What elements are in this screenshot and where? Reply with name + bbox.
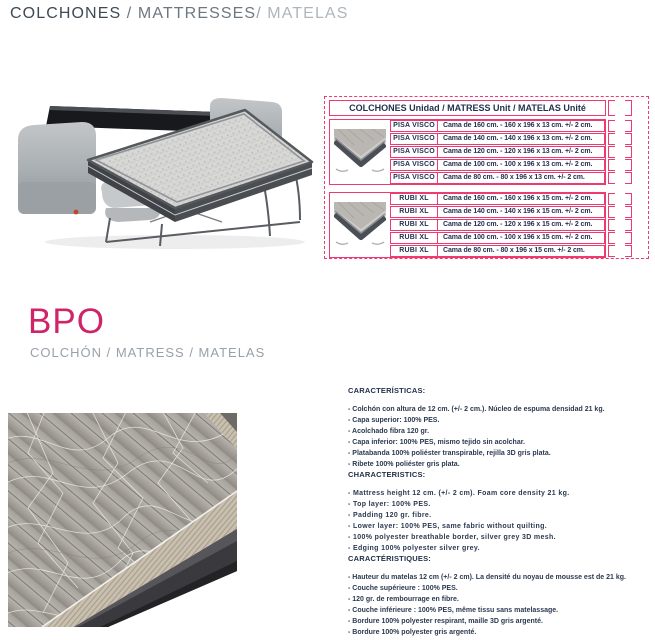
feature-item: - 100% polyester breathable border, silver grey 3D mesh.: [348, 534, 556, 541]
table-row: [390, 232, 605, 244]
mattress-corner-photo: [334, 202, 386, 248]
table-groups: [329, 119, 606, 265]
size-spec-cell: Cama de 140 cm. - 140 x 196 x 15 cm. +/- 2 cm.: [443, 208, 593, 215]
feature-block: [348, 470, 650, 554]
feature-item: - Mattress height 12 cm. (+/- 2 cm). Foam core density 21 kg.: [348, 490, 570, 497]
table-group: [329, 119, 606, 185]
feature-item: - Bordure 100% polyester gris argenté.: [348, 629, 477, 636]
table-row: [390, 245, 605, 257]
sofa-bed-illustration: [10, 72, 328, 252]
product-name: BPO: [28, 302, 105, 341]
table-row: [390, 146, 605, 158]
side-cell: [608, 219, 632, 231]
model-name-cell: PISA VISCO: [391, 134, 438, 144]
mattress-corner-photo: [334, 129, 386, 175]
feature-item: - Bordure 100% polyester respirant, maille 3D gris argenté.: [348, 618, 543, 625]
model-name-cell: PISA VISCO: [391, 160, 438, 170]
table-row: [390, 172, 605, 184]
feature-item: - Capa superior: 100% PES.: [348, 417, 440, 424]
side-cell: [608, 245, 632, 257]
feature-list: [348, 488, 650, 554]
feature-block: [348, 386, 650, 470]
table-row: [390, 133, 605, 145]
size-spec-cell: Cama de 80 cm. - 80 x 196 x 15 cm. +/- 2 cm.: [443, 247, 585, 254]
mattress-closeup-image: [8, 413, 237, 627]
feature-title: CARACTERÍSTICAS:: [348, 386, 426, 395]
sofa-bed-image: [10, 72, 328, 252]
side-cell: [608, 172, 632, 184]
feature-item: - Acolchado fibra 120 gr.: [348, 428, 430, 435]
feature-item: - 120 gr. de rembourrage en fibre.: [348, 596, 459, 603]
model-name-cell: RUBI XL: [391, 207, 438, 217]
feature-item: - Colchón con altura de 12 cm. (+/- 2 cm.). Núcleo de espuma densidad 21 kg.: [348, 406, 605, 413]
feature-list: [348, 572, 650, 638]
model-name-cell: RUBI XL: [391, 233, 438, 243]
features-section: [348, 386, 650, 638]
side-group: [608, 192, 632, 258]
model-name-cell: PISA VISCO: [391, 121, 438, 131]
feature-title: CHARACTERISTICS:: [348, 470, 426, 479]
side-cell: [608, 120, 632, 132]
feature-item: - Top layer: 100% PES.: [348, 501, 431, 508]
table-row: [390, 120, 605, 132]
table-row: [390, 206, 605, 218]
feature-list: [348, 404, 650, 470]
feature-item: - Platabanda 100% poliéster transpirable, rejilla 3D gris plata.: [348, 450, 551, 457]
title-separator: /: [256, 5, 268, 22]
side-cell: [608, 159, 632, 171]
side-cell: [608, 232, 632, 244]
model-name-cell: RUBI XL: [391, 246, 438, 256]
table-row: [390, 219, 605, 231]
side-cell: [608, 193, 632, 205]
feature-item: - Padding 120 gr. fibre.: [348, 512, 432, 519]
page-title-en: MATTRESSES: [137, 5, 257, 22]
model-name-cell: RUBI XL: [391, 220, 438, 230]
mattress-thumbnail: [330, 120, 390, 184]
table-group: [329, 192, 606, 258]
size-spec-cell: Cama de 160 cm. - 160 x 196 x 13 cm. +/- 2 cm.: [443, 122, 593, 129]
feature-item: - Couche supérieure : 100% PES.: [348, 585, 458, 592]
page-title-fr: MATELAS: [267, 5, 349, 22]
table-side-column: [608, 100, 632, 265]
mattress-thumbnail: [330, 193, 390, 257]
feature-item: - Hauteur du matelas 12 cm (+/- 2 cm). La densité du noyau de mousse est de 21 kg.: [348, 574, 626, 581]
table-group-rows: [390, 120, 605, 184]
model-name-cell: PISA VISCO: [391, 173, 438, 183]
product-subtitle: COLCHÓN / MATRESS / MATELAS: [30, 345, 266, 360]
feature-item: - Capa inferior: 100% PES, mismo tejido sin acolchar.: [348, 439, 525, 446]
feature-block: [348, 554, 650, 638]
size-spec-cell: Cama de 120 cm. - 120 x 196 x 15 cm. +/- 2 cm.: [443, 221, 593, 228]
side-cell: [608, 133, 632, 145]
title-separator: /: [121, 5, 138, 22]
size-spec-cell: Cama de 100 cm. - 100 x 196 x 15 cm. +/- 2 cm.: [443, 234, 593, 241]
model-name-cell: RUBI XL: [391, 194, 438, 204]
side-cell: [608, 206, 632, 218]
model-name-cell: PISA VISCO: [391, 147, 438, 157]
page-title-es: COLCHONES: [10, 5, 122, 22]
feature-item: - Edging 100% polyester silver grey.: [348, 545, 480, 552]
table-group-rows: [390, 193, 605, 257]
size-spec-cell: Cama de 100 cm. - 100 x 196 x 13 cm. +/- 2 cm.: [443, 161, 593, 168]
feature-item: - Couche inférieure : 100% PES, même tissu sans matelassage.: [348, 607, 559, 614]
size-spec-cell: Cama de 140 cm. - 140 x 196 x 13 cm. +/- 2 cm.: [443, 135, 593, 142]
side-header-cell: [608, 100, 632, 116]
feature-item: - Lower layer: 100% PES, same fabric without quilting.: [348, 523, 547, 530]
mattress-spec-table: [324, 96, 649, 259]
product-block: [28, 304, 265, 360]
page-title: [10, 5, 348, 23]
side-cell: [608, 146, 632, 158]
table-row: [390, 159, 605, 171]
table-header: COLCHONES Unidad / MATRESS Unit / MATELAS Unité: [329, 100, 606, 116]
size-spec-cell: Cama de 160 cm. - 160 x 196 x 15 cm. +/- 2 cm.: [443, 195, 593, 202]
size-spec-cell: Cama de 80 cm. - 80 x 196 x 13 cm. +/- 2 cm.: [443, 174, 585, 181]
mattress-closeup-illustration: [8, 413, 237, 627]
feature-item: - Ribete 100% poliéster gris plata.: [348, 461, 460, 468]
feature-title: CARACTÉRISTIQUES:: [348, 554, 431, 563]
side-group: [608, 119, 632, 185]
size-spec-cell: Cama de 120 cm. - 120 x 196 x 13 cm. +/- 2 cm.: [443, 148, 593, 155]
table-row: [390, 193, 605, 205]
